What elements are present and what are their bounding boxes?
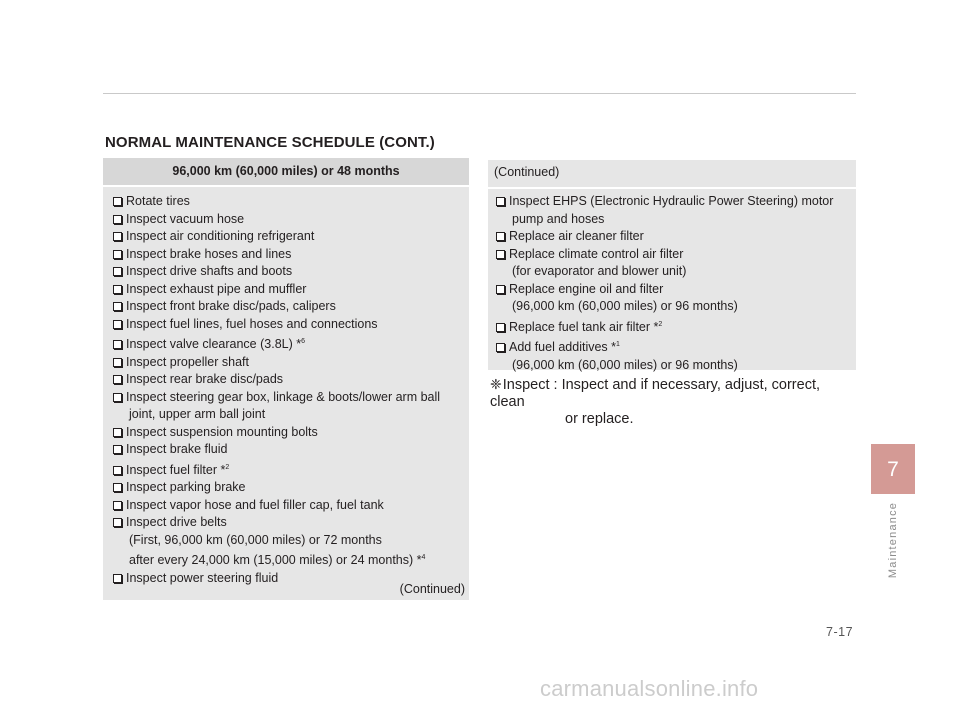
checklist-item (113, 371, 469, 389)
checklist-item-continuation: (96,000 km (60,000 miles) or 96 months) (512, 357, 738, 372)
checkbox-icon (113, 375, 122, 384)
checklist-item-continuation: (for evaporator and blower unit) (512, 264, 687, 278)
item-text: Inspect valve clearance (3.8L) * (126, 337, 302, 351)
continued-header: (Continued) (494, 165, 560, 179)
checklist-item (496, 336, 856, 357)
footnote-marker: 1 (616, 341, 620, 348)
checklist-item (113, 193, 469, 211)
schedule-right-column (488, 160, 856, 370)
checkbox-icon (496, 197, 505, 206)
checklist-item-continuation: joint, upper arm ball joint (129, 407, 266, 421)
checklist-item (113, 479, 469, 497)
chapter-tab[interactable]: 7 (871, 444, 915, 494)
watermark: carmanualsonline.info (540, 676, 759, 701)
checkbox-icon (113, 215, 122, 224)
item-text: Replace engine oil and filter (509, 281, 664, 296)
item-text: Rotate tires (126, 194, 190, 208)
checkbox-icon (113, 466, 122, 475)
checklist-item (113, 298, 469, 316)
checklist-item (496, 228, 856, 246)
checklist-item-continuation: (96,000 km (60,000 miles) or 96 months) (512, 299, 738, 313)
item-text: Inspect suspension mounting bolts (126, 424, 318, 439)
checklist-item (113, 497, 469, 515)
item-text: Inspect parking brake (126, 480, 246, 494)
item-text: Inspect air conditioning refrigerant (126, 229, 315, 243)
checklist-item (113, 333, 469, 354)
checklist-item (496, 316, 856, 337)
item-text: Inspect brake fluid (126, 442, 228, 456)
note-line-2: or replace. (565, 411, 634, 427)
checkbox-icon (113, 250, 122, 259)
checklist-item (113, 281, 469, 299)
page-number: 7-17 (826, 625, 854, 639)
item-text: Inspect fuel filter * (126, 462, 226, 477)
item-text: Inspect drive shafts and boots (126, 264, 293, 278)
footnote-marker: 6 (301, 338, 305, 345)
checklist-item (113, 389, 469, 407)
checklist-item (113, 459, 469, 480)
checkbox-icon (113, 428, 122, 437)
item-text: Add fuel additives * (509, 340, 617, 354)
checklist-item (113, 211, 469, 229)
checklist-item-continuation (113, 549, 469, 570)
note-line-1: Inspect : Inspect and if necessary, adjust, correct, clean (490, 377, 821, 410)
checklist-item (113, 514, 469, 532)
footnote-marker: 2 (225, 463, 230, 471)
item-text: Inspect vacuum hose (126, 211, 245, 226)
footnote-marker: 4 (421, 554, 426, 561)
checkbox-icon (113, 518, 122, 527)
checkbox-icon (113, 302, 122, 311)
item-text: Inspect exhaust pipe and muffler (126, 281, 307, 296)
footnote-marker: 2 (658, 320, 663, 328)
checklist-item (113, 263, 469, 281)
checkbox-icon (113, 445, 122, 454)
checklist-item (496, 246, 856, 264)
checklist-item (496, 281, 856, 299)
item-text: Replace air cleaner filter (509, 229, 644, 243)
checkbox-icon (496, 323, 505, 332)
checklist-item (113, 441, 469, 459)
continued-label: (Continued) (399, 582, 465, 596)
inspect-note (490, 376, 856, 428)
item-text: Inspect drive belts (126, 515, 227, 529)
item-text: Inspect EHPS (Electronic Hydraulic Power Steering) motor (509, 194, 834, 208)
top-divider (103, 93, 856, 94)
checklist-item (113, 424, 469, 442)
item-text: Inspect rear brake disc/pads (126, 372, 284, 386)
left-checklist (103, 187, 469, 587)
note-symbol-icon: ❈ (490, 376, 502, 392)
checkbox-icon (496, 343, 505, 352)
checklist-item (113, 316, 469, 334)
checklist-item (113, 246, 469, 264)
checkbox-icon (113, 574, 122, 583)
checkbox-icon (113, 340, 122, 349)
checkbox-icon (113, 267, 122, 276)
checkbox-icon (496, 250, 505, 259)
section-title: NORMAL MAINTENANCE SCHEDULE (CONT.) (105, 134, 435, 151)
schedule-left-column (103, 158, 469, 600)
item-text: Inspect brake hoses and lines (126, 246, 292, 261)
checkbox-icon (113, 393, 122, 402)
checkbox-icon (113, 232, 122, 241)
interval-header: 96,000 km (60,000 miles) or 48 months (103, 158, 469, 185)
continuation-text: after every 24,000 km (15,000 miles) or 24 months) * (129, 553, 422, 567)
item-text: Inspect steering gear box, linkage & boots/lower arm ball (126, 389, 441, 404)
checkbox-icon (496, 232, 505, 241)
checkbox-icon (113, 197, 122, 206)
item-text: Inspect fuel lines, fuel hoses and connections (126, 316, 378, 331)
right-checklist (488, 189, 856, 374)
item-text: Inspect front brake disc/pads, calipers (126, 299, 336, 313)
checkbox-icon (113, 483, 122, 492)
item-text: Inspect propeller shaft (126, 354, 249, 369)
chapter-label: Maintenance (887, 501, 899, 579)
checklist-item (496, 193, 856, 211)
checklist-item-continuation: pump and hoses (512, 211, 605, 226)
checkbox-icon (113, 501, 122, 510)
checkbox-icon (113, 320, 122, 329)
item-text: Replace climate control air filter (509, 246, 684, 261)
checklist-item (113, 354, 469, 372)
checkbox-icon (496, 285, 505, 294)
checklist-item (113, 228, 469, 246)
item-text: Inspect vapor hose and fuel filler cap, fuel tank (126, 497, 384, 512)
checklist-item-continuation: (First, 96,000 km (60,000 miles) or 72 months (129, 532, 382, 547)
checkbox-icon (113, 285, 122, 294)
checkbox-icon (113, 358, 122, 367)
item-text: Replace fuel tank air filter * (509, 319, 659, 334)
item-text: Inspect power steering fluid (126, 570, 279, 585)
